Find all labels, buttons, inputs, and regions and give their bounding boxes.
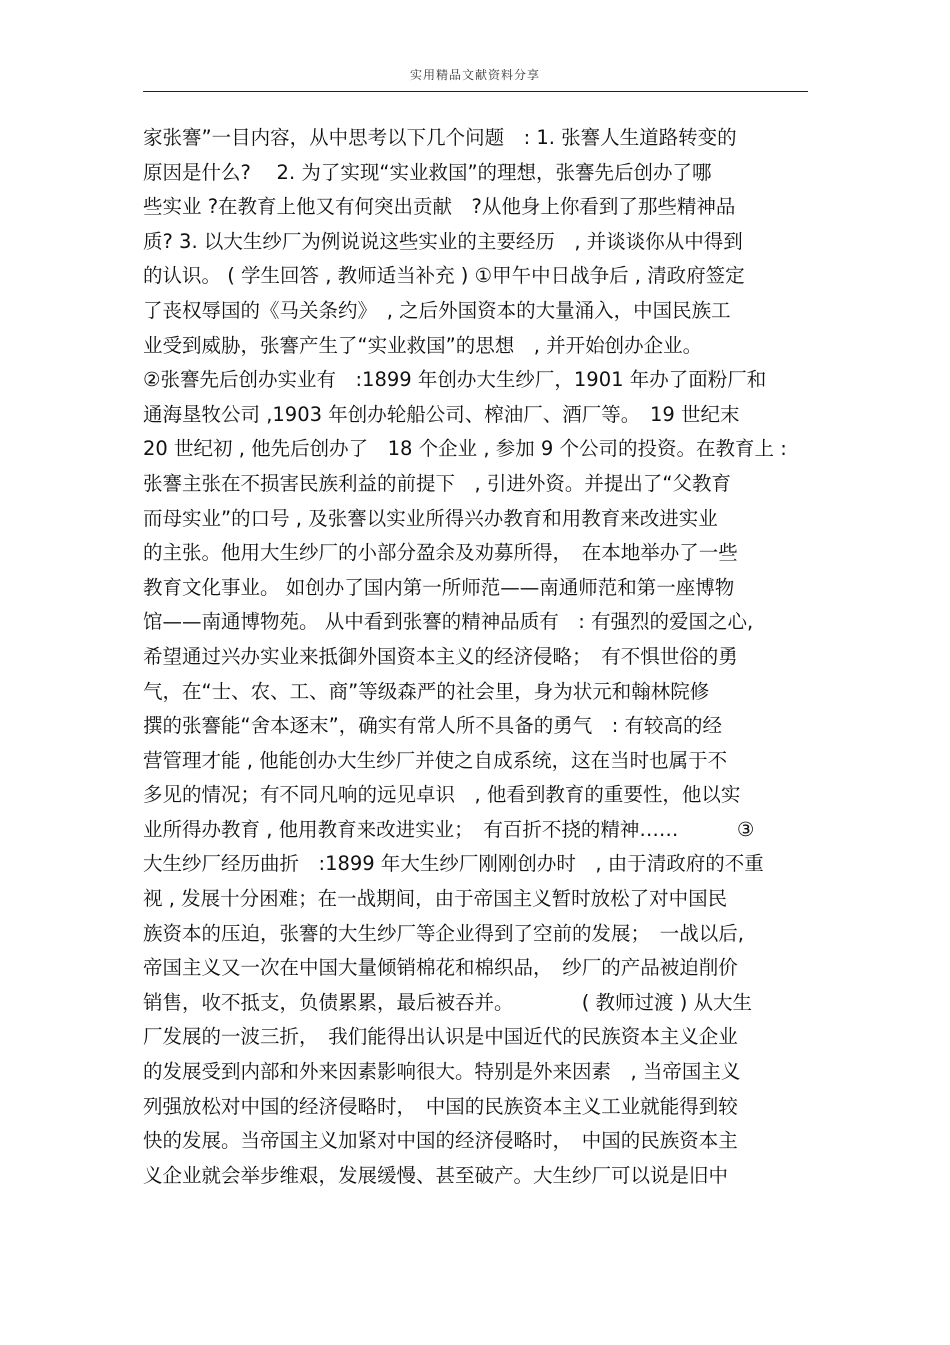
text-line: 而母实业”的口号 , 及张謇以实业所得兴办教育和用教育来改进实业 — [143, 506, 718, 530]
text-line: 的主张。他用大生纱厂的小部分盈余及劝募所得， 在本地举办了一些 — [143, 541, 738, 565]
text-line: 撰的张謇能“舍本逐末”，确实有常人所不具备的勇气 : 有较高的经 — [143, 714, 722, 738]
text-line: 厂发展的一波三折， 我们能得出认识是中国近代的民族资本主义企业 — [143, 1025, 738, 1049]
text-line: 大生纱厂经历曲折 :1899 年大生纱厂刚刚创办时 , 由于清政府的不重 — [143, 852, 764, 876]
text-line: 视 , 发展十分困难；在一战期间，由于帝国主义暂时放松了对中国民 — [143, 887, 728, 911]
text-line: 家张謇”一目内容，从中思考以下几个问题 : 1. 张謇人生道路转变的 — [143, 126, 737, 149]
text-line: 了丧权辱国的《马关条约》 , 之后外国资本的大量涌入，中国民族工 — [143, 298, 731, 322]
text-line: 馆——南通博物苑。 从中看到张謇的精神品质有 : 有强烈的爱国之心, — [143, 610, 754, 634]
text-line: 多见的情况；有不同凡响的远见卓识 , 他看到教育的重要性，他以实 — [143, 783, 741, 807]
text-line: 族资本的压迫，张謇的大生纱厂等企业得到了空前的发展； 一战以后, — [143, 921, 744, 945]
text-line: 些实业 ?在教育上他又有何突出贡献 ?从他身上你看到了那些精神品 — [143, 195, 736, 219]
text-line: 销售，收不抵支，负债累累，最后被吞并。 ( 教师过渡 ) 从大生 — [143, 990, 753, 1014]
text-line: 原因是什么? 2. 为了实现“实业救国”的理想，张謇先后创办了哪 — [143, 160, 712, 184]
text-line: 通海垦牧公司 ,1903 年创办轮船公司、榨油厂、酒厂等。 19 世纪末 — [143, 402, 740, 426]
text-line: 快的发展。当帝国主义加紧对中国的经济侵略时， 中国的民族资本主 — [143, 1129, 738, 1153]
text-line: 业受到威胁，张謇产生了“实业救国”的思想 , 并开始创办企业。 — [143, 333, 703, 357]
text-line: 的认识。 ( 学生回答 , 教师适当补充 ) ①甲午中日战争后 , 清政府签定 — [143, 264, 745, 288]
text-line: 列强放松对中国的经济侵略时， 中国的民族资本主义工业就能得到较 — [143, 1094, 738, 1118]
text-line: 营管理才能 , 他能创办大生纱厂并使之自成系统，这在当时也属于不 — [143, 748, 728, 772]
page-header: 实用精品文献资料分享 — [409, 68, 540, 82]
text-line: 的发展受到内部和外来因素影响很大。特别是外来因素 , 当帝国主义 — [143, 1060, 741, 1084]
text-line: 帝国主义又一次在中国大量倾销棉花和棉织品， 纱厂的产品被迫削价 — [143, 956, 738, 980]
text-line: ②张謇先后创办实业有 :1899 年创办大生纱厂，1901 年办了面粉厂和 — [143, 368, 767, 392]
text-line: 业所得办教育 , 他用教育来改进实业； 有百折不挠的精神…… ③ — [143, 817, 755, 841]
text-line: 质? 3. 以大生纱厂为例说说这些实业的主要经历 , 并谈谈你从中得到 — [143, 229, 743, 253]
text-line: 希望通过兴办实业来抵御外国资本主义的经济侵略； 有不惧世俗的勇 — [143, 644, 738, 668]
text-line: 教育文化事业。 如创办了国内第一所师范——南通师范和第一座博物 — [143, 575, 735, 599]
document-body — [143, 121, 813, 1193]
text-line: 张謇主张在不损害民族利益的前提下 , 引进外资。并提出了“父教育 — [143, 471, 731, 495]
text-line: 义企业就会举步维艰，发展缓慢、甚至破产。大生纱厂可以说是旧中 — [143, 1163, 729, 1187]
text-line: 气，在“士、农、工、商”等级森严的社会里，身为状元和翰林院修 — [143, 679, 710, 703]
header-divider — [143, 91, 808, 92]
text-line: 20 世纪初 , 他先后创办了 18 个企业 , 参加 9 个公司的投资。在教育上 : — [143, 437, 787, 461]
